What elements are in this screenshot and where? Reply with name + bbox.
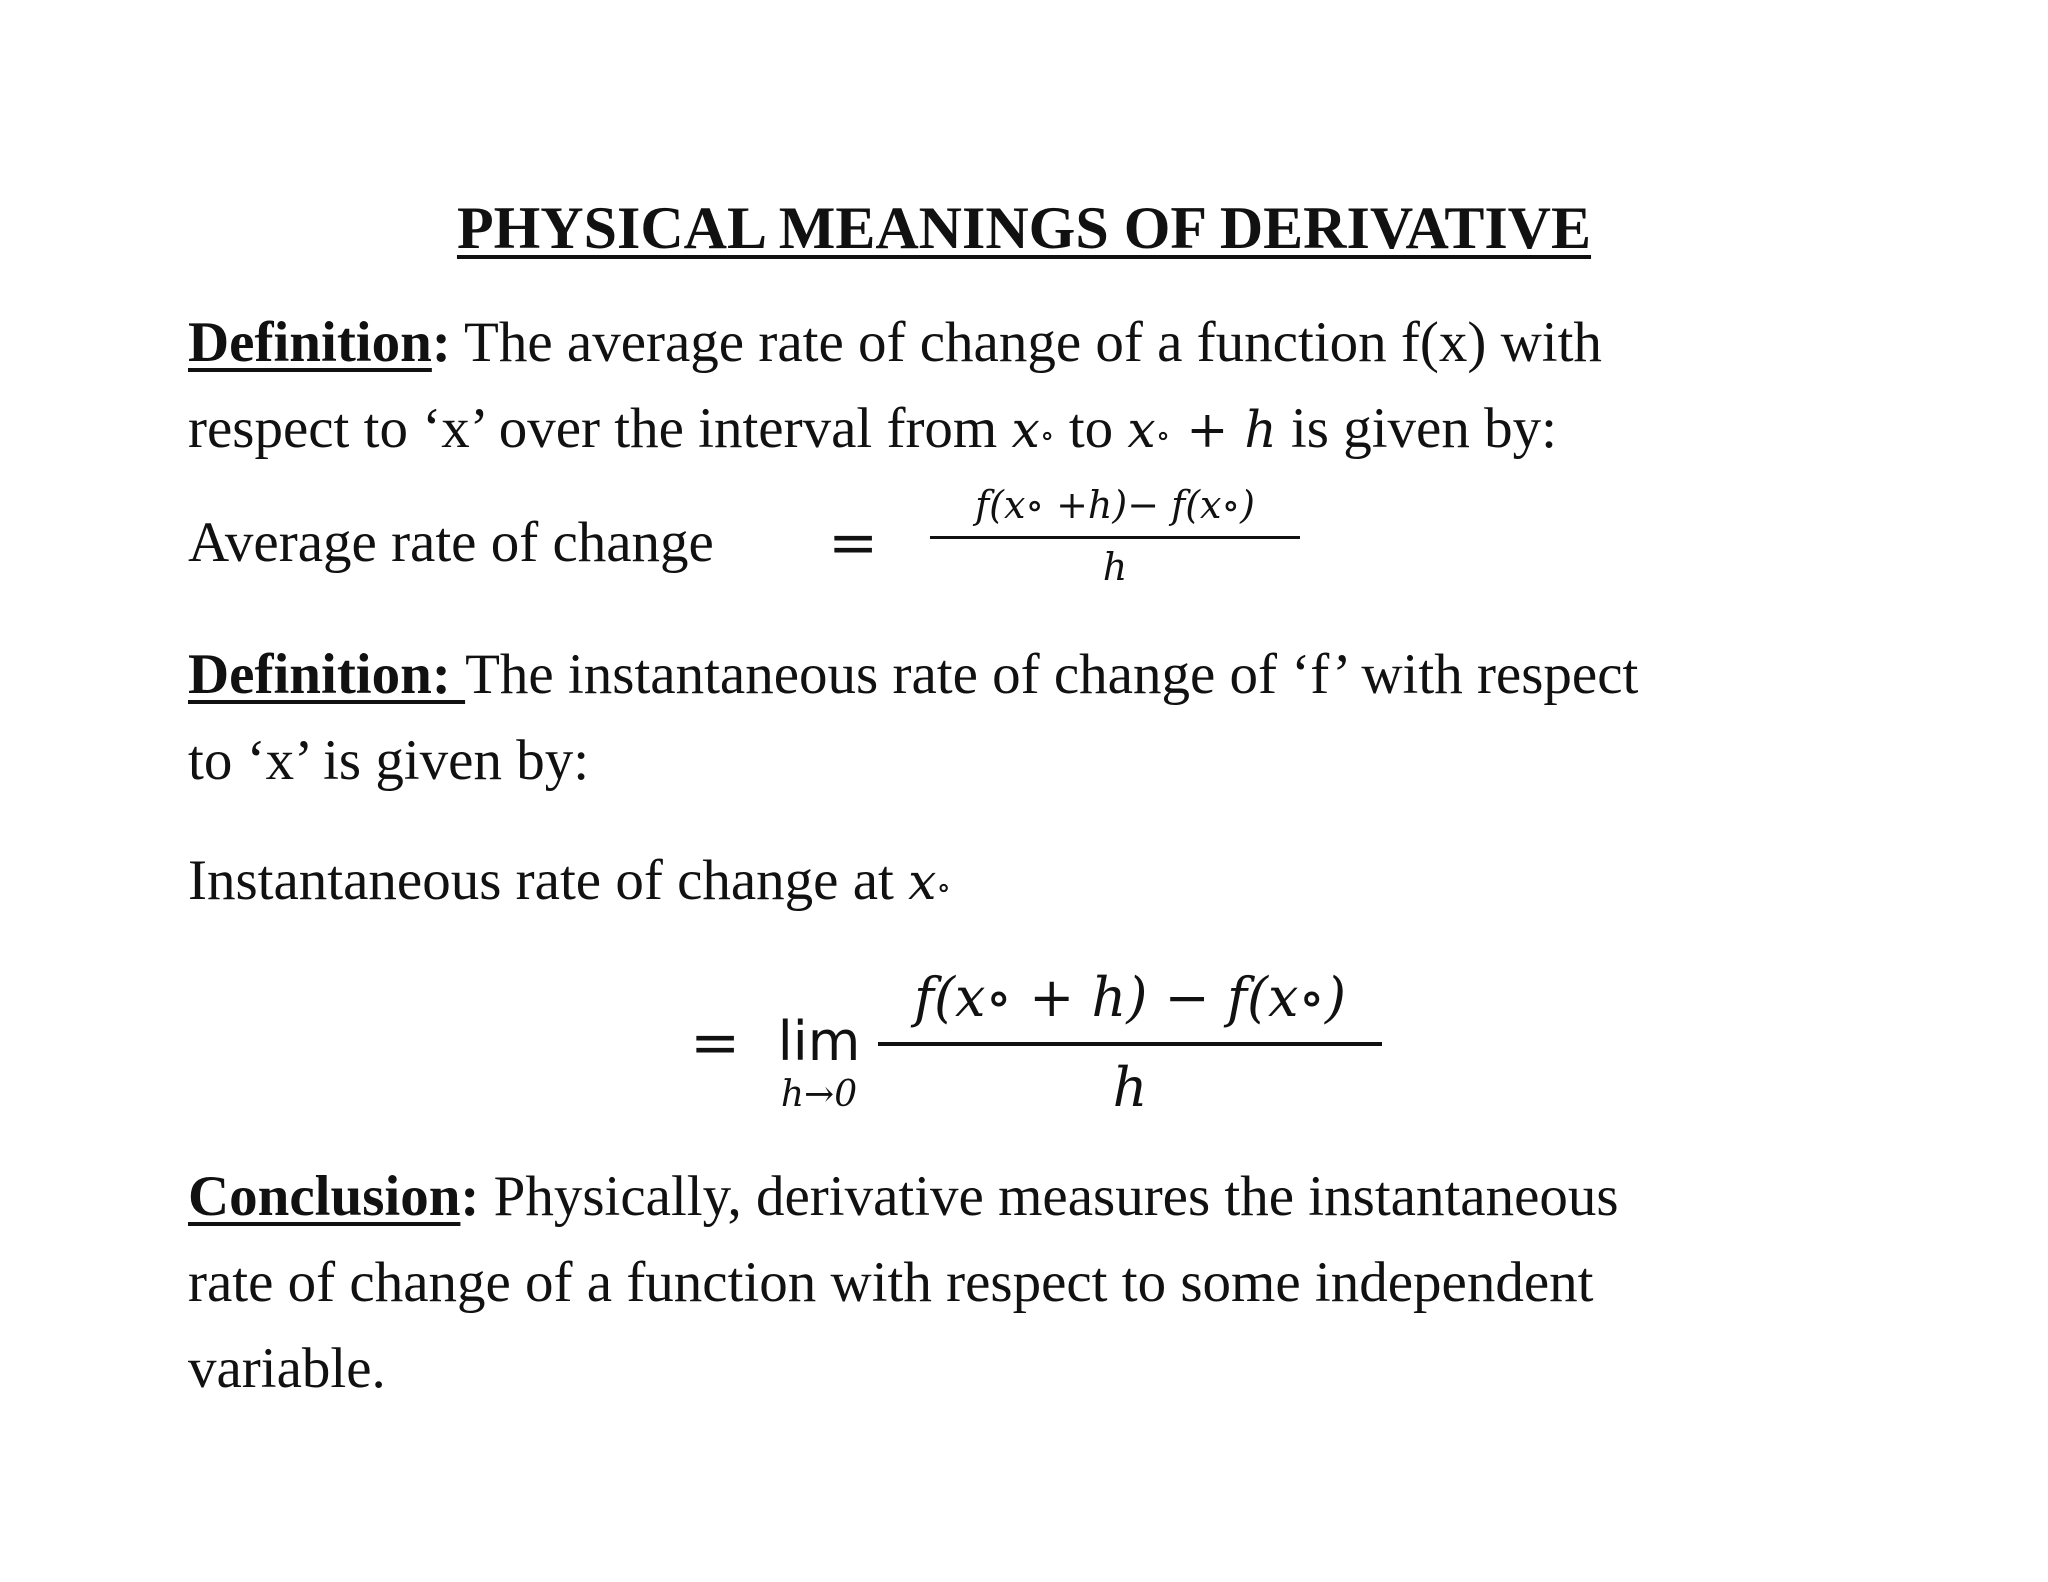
definition-instantaneous-line1: Definition: The instantaneous rate of change of ‘f’ with respect [188, 643, 1639, 706]
average-rate-label: Average rate of change [188, 511, 714, 574]
definition-average-line2: respect to ‘x’ over the interval from x∘ to x∘ + h is given by: [188, 397, 1557, 460]
instantaneous-equals-sign: = [690, 1008, 741, 1078]
average-equals-sign: = [828, 508, 879, 578]
fraction-numerator: f(x∘ +h)− f(x∘) [975, 483, 1255, 527]
instantaneous-rate-label: Instantaneous rate of change at x∘ [188, 849, 952, 912]
instantaneous-rate-fraction [878, 958, 1382, 1130]
average-rate-fraction [930, 480, 1300, 595]
fraction-denominator: h [1102, 545, 1128, 589]
lim-text: lim [777, 1010, 861, 1073]
lim-subscript: h→0 [780, 1074, 858, 1115]
conclusion-label: Conclusion [188, 1165, 461, 1228]
definition-label: Definition [188, 311, 432, 374]
definition-label-2: Definition: [188, 643, 466, 706]
math-x0-plus-h: x∘ + h [1127, 400, 1277, 459]
math-x0: x∘ [1011, 400, 1055, 459]
page-title: PHYSICAL MEANINGS OF DERIVATIVE [456, 195, 1592, 261]
conclusion-line3: variable. [188, 1337, 386, 1400]
definition-average-line1: Definition: The average rate of change of a function f(x) with [188, 311, 1602, 374]
conclusion-line1: Conclusion: Physically, derivative measures the instantaneous [188, 1165, 1619, 1228]
definition-instantaneous-line2: to ‘x’ is given by: [188, 729, 590, 792]
limit-operator [764, 1010, 874, 1116]
limit-numerator: f(x∘ + h) − f(x∘) [913, 966, 1347, 1029]
math-x0-inst: x∘ [908, 852, 952, 911]
conclusion-line2: rate of change of a function with respect to some independent [188, 1251, 1594, 1314]
limit-denominator: h [1112, 1056, 1148, 1119]
